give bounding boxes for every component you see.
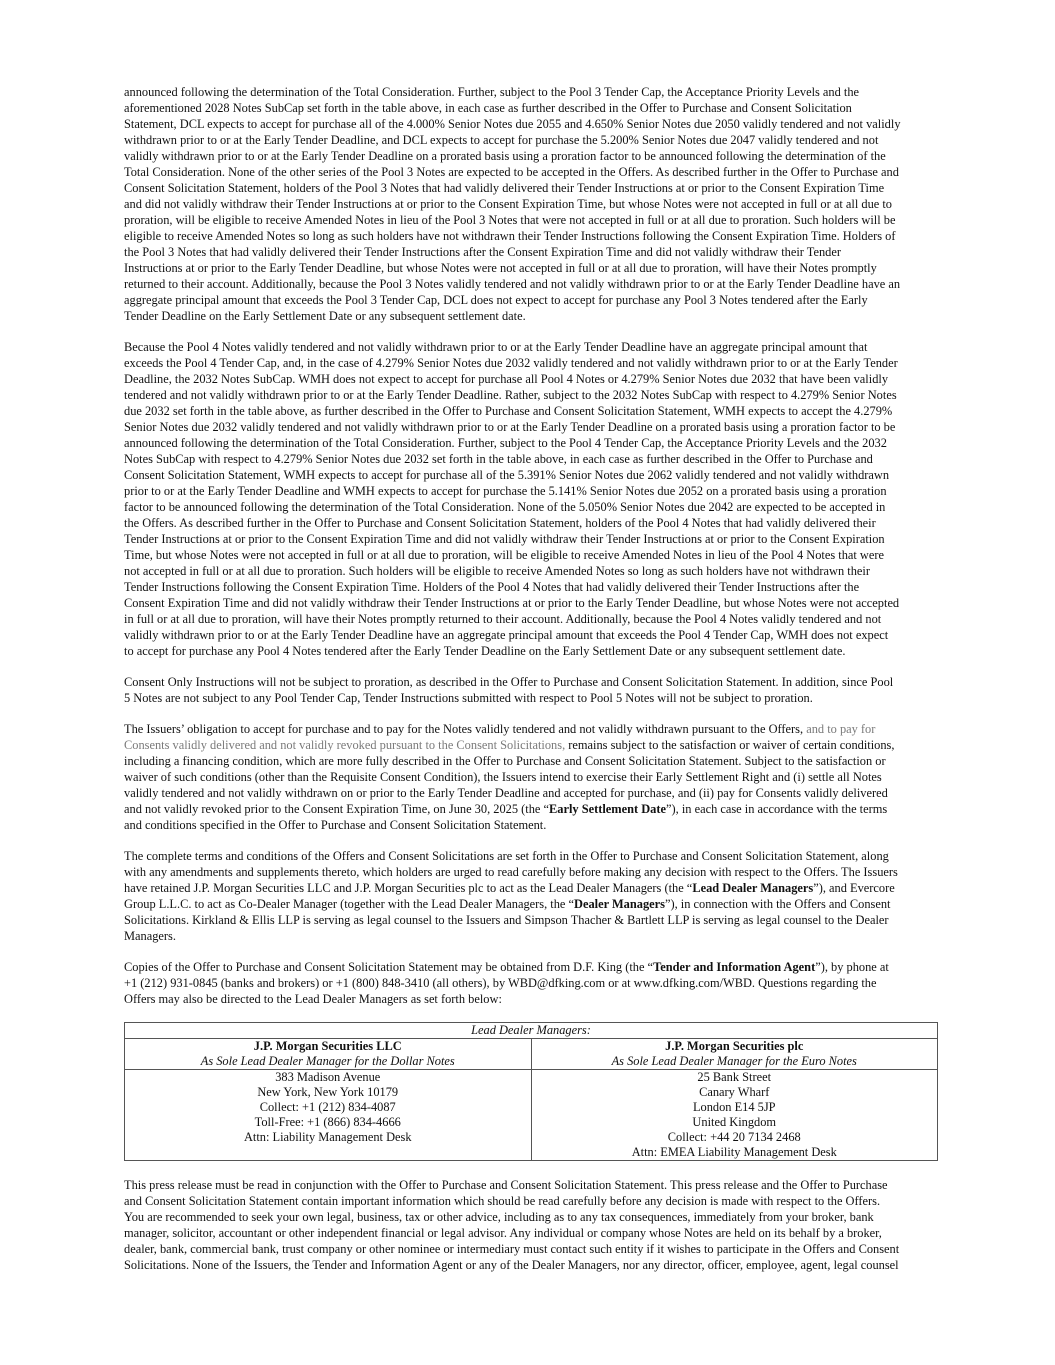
- body-text-after-table: [124, 1177, 944, 1273]
- paragraph: [124, 959, 944, 1007]
- lead-dealer-managers-table: [124, 1022, 938, 1161]
- left-manager-heading: [125, 1039, 532, 1070]
- right-manager-role: As Sole Lead Dealer Manager for the Euro Notes: [611, 1054, 857, 1068]
- text-line: Consent Solicitation Statement, WMH expects to accept for purchase all of the 5.391% Senior Notes due 2062 validly tendered and not validly withdrawn: [124, 468, 890, 482]
- text-line: Time, but whose Notes were not accepted in full or at all due to proration, will be eligible to receive Amended Notes in lieu of the Pool 4 Notes that were: [124, 548, 884, 562]
- text-segment: ”), and Evercore: [813, 881, 895, 895]
- address-line: London E14 5JP: [692, 1100, 776, 1114]
- left-manager-address: [125, 1070, 532, 1161]
- text-line: Instructions at or prior to the Early Tender Deadline, but whose Notes were not accepted in full or at all due to proration, will have their Notes promptly: [124, 261, 877, 275]
- text-line: Tender Instructions following the Consent Expiration Time. Holders of the Pool 4 Notes that had validly delivered their Tender Instructions after the: [124, 580, 860, 594]
- text-segment: and not validly revoked prior to the Consent Expiration Time, on June 30, 2025 (the “: [124, 802, 550, 816]
- text-segment: Group L.L.C. to act as Co-Dealer Manager (together with the Lead Dealer Managers, the “: [124, 897, 575, 911]
- document-page: [124, 84, 944, 1288]
- text-line: [124, 801, 944, 817]
- text-line: tendered and not validly withdrawn prior to or at the Early Tender Deadline. Rather, subject to the 2032 Notes SubCap with respect to 4.279% Senior Notes: [124, 388, 897, 402]
- text-line: returned to their account. Additionally, because the Pool 3 Notes validly tendered and not validly withdrawn prior to or at the Early Tender Deadline have an: [124, 277, 901, 291]
- text-segment: have retained J.P. Morgan Securities LLC and J.P. Morgan Securities plc to act as the Lead Dealer Managers (the “: [124, 881, 693, 895]
- text-line: aforementioned 2028 Notes SubCap set forth in the table above, in each case as further described in the Offer to Purchase and Consent Solicitation: [124, 101, 852, 115]
- text-segment: remains subject to the satisfaction or waiver of certain conditions,: [565, 738, 895, 752]
- text-line: [124, 880, 944, 896]
- text-line: Consent Only Instructions will not be subject to proration, as described in the Offer to Purchase and Consent Solicitation Statement. In addition, since Pool: [124, 675, 894, 689]
- text-line: Because the Pool 4 Notes validly tendered and not validly withdrawn prior to or at the Early Tender Deadline have an aggregate principal amount that: [124, 340, 868, 354]
- body-text-before-table: [124, 84, 944, 1007]
- bold-term: Early Settlement Date: [549, 802, 667, 816]
- text-line: and Consent Solicitation Statement contain important information which should be read carefully before any decision is made with respect to the Offers.: [124, 1194, 881, 1208]
- text-line: and did not validly withdraw their Tender Instructions at or prior to the Consent Expiration Time, but whose Notes were not accepted in full or at all due to: [124, 197, 892, 211]
- address-line: United Kingdom: [692, 1115, 777, 1129]
- text-line: Offers may also be directed to the Lead Dealer Managers as set forth below:: [124, 992, 502, 1006]
- address-line: New York, New York 10179: [257, 1085, 399, 1099]
- left-manager-role: As Sole Lead Dealer Manager for the Dollar Notes: [200, 1054, 455, 1068]
- text-segment: ”), in connection with the Offers and Consent: [664, 897, 891, 911]
- text-line: validly withdrawn prior to or at the Early Tender Deadline have an aggregate principal amount that exceeds the Pool 4 Tender Cap, WMH does not expect: [124, 628, 889, 642]
- text-line: eligible to receive Amended Notes so long as such holders have not withdrawn their Tender Instructions following the Consent Expiration Time. Holders of: [124, 229, 896, 243]
- text-line: validly withdrawn prior to or at the Early Tender Deadline on a prorated basis using a proration factor to be announced following the determination of the: [124, 149, 886, 163]
- text-line: Solicitations. None of the Issuers, the Tender and Information Agent or any of the Dealer Managers, nor any director, officer, employee, agent, legal counsel: [124, 1258, 899, 1272]
- text-line: Notes SubCap with respect to 4.279% Senior Notes due 2032 set forth in the table above, in each case as further described in the Offer to Purchase and: [124, 452, 873, 466]
- text-segment: The Issuers’ obligation to accept for purchase and to pay for the Notes validly tendered and not validly withdrawn pursuant to the Offers,: [124, 722, 807, 736]
- right-manager-name: J.P. Morgan Securities plc: [665, 1039, 804, 1053]
- address-line: Canary Wharf: [699, 1085, 770, 1099]
- text-line: [124, 737, 944, 753]
- text-line: prior to or at the Early Tender Deadline and WMH expects to accept for purchase the 5.141% Senior Notes due 2052 on a prorated basis using a proration: [124, 484, 887, 498]
- text-line: waiver of such conditions (other than the Requisite Consent Condition), the Issuers intend to exercise their Early Settlement Right and (i) settle all Notes: [124, 770, 882, 784]
- text-line: aggregate principal amount that exceeds the Pool 3 Tender Cap, DCL does not expect to accept for purchase any Pool 3 Notes tendered after the Early: [124, 293, 868, 307]
- text-line: Senior Notes due 2032 validly tendered and not validly withdrawn prior to or at the Early Tender Deadline on a prorated basis using a proration factor to be: [124, 420, 896, 434]
- text-line: in full or at all due to proration, will have their Notes promptly returned to their account. Additionally, because the Pool 4 Notes validly tendered and not: [124, 612, 882, 626]
- text-line: exceeds the Pool 4 Tender Cap, and, in the case of 4.279% Senior Notes due 2032 validly tendered and not validly withdrawn prior to or at the Early Tender: [124, 356, 898, 370]
- text-line: the Offers. As described further in the Offer to Purchase and Consent Solicitation Statement, holders of the Pool 4 Notes that had validly delivered their: [124, 516, 876, 530]
- text-line: dealer, bank, commercial bank, trust company or other nominee or intermediary must contact such entity if it wishes to participate in the Offers and Consent: [124, 1242, 900, 1256]
- bold-term: Tender and Information Agent: [653, 960, 816, 974]
- text-line: This press release must be read in conjunction with the Offer to Purchase and Consent Solicitation Statement. This press release and the Offer to Purchase: [124, 1178, 888, 1192]
- address-line: Collect: +44 20 7134 2468: [667, 1130, 801, 1144]
- text-line: Tender Instructions at or prior to the Consent Expiration Time and did not validly withdraw their Tender Instructions at or prior to the Consent Expiration: [124, 532, 885, 546]
- table-header: Lead Dealer Managers:: [125, 1023, 938, 1039]
- text-line: [124, 721, 944, 737]
- right-manager-address: [531, 1070, 938, 1161]
- text-line: The complete terms and conditions of the Offers and Consent Solicitations are set forth in the Offer to Purchase and Consent Solicitation Statement, along: [124, 849, 889, 863]
- address-line: 383 Madison Avenue: [275, 1070, 381, 1084]
- address-line: Collect: +1 (212) 834-4087: [259, 1100, 396, 1114]
- bold-term: Dealer Managers: [574, 897, 665, 911]
- gray-text: Consents validly delivered and not validly revoked pursuant to the Consent Solicitations,: [124, 738, 566, 752]
- text-line: the Pool 3 Notes that had validly delivered their Tender Instructions after the Consent Expiration Time and did not validly withdraw their Tender: [124, 245, 842, 259]
- text-line: due 2032 set forth in the table above, as further described in the Offer to Purchase and Consent Solicitation Statement, WMH expects to accept the 4.279%: [124, 404, 893, 418]
- address-line: Attn: EMEA Liability Management Desk: [631, 1145, 837, 1159]
- right-manager-heading: [531, 1039, 938, 1070]
- paragraph: [124, 1177, 944, 1273]
- text-line: Managers.: [124, 929, 176, 943]
- text-line: +1 (212) 931-0845 (banks and brokers) or +1 (800) 848-3410 (all others), by WBD@dfking.com or at www.dfking.com/WBD. Questions regarding the: [124, 976, 877, 990]
- text-line: Consent Solicitation Statement, holders of the Pool 3 Notes that had validly delivered their Tender Instructions at or prior to the Consent Expiration Time: [124, 181, 885, 195]
- text-line: Solicitations. Kirkland & Ellis LLP is serving as legal counsel to the Issuers and Simpson Thacher & Bartlett LLP is serving as legal counsel to the Dealer: [124, 913, 889, 927]
- text-line: Tender Deadline on the Early Settlement Date or any subsequent settlement date.: [124, 309, 526, 323]
- bold-term: Lead Dealer Managers: [692, 881, 814, 895]
- paragraph: [124, 674, 944, 706]
- text-line: with any amendments and supplements thereto, which holders are urged to read carefully before making any decision with respect to the Offers. The Issuers: [124, 865, 898, 879]
- address-line: Attn: Liability Management Desk: [243, 1130, 412, 1144]
- text-segment: ”), by phone at: [815, 960, 889, 974]
- text-line: withdrawn prior to or at the Early Tender Deadline, and DCL expects to accept for purchase the 5.200% Senior Notes due 2047 validly tendered and not: [124, 133, 879, 147]
- address-line: Toll-Free: +1 (866) 834-4666: [254, 1115, 401, 1129]
- text-line: including a financing condition, which are more fully described in the Offer to Purchase and Consent Solicitation Statement. Subject to the satisfaction or: [124, 754, 886, 768]
- text-line: announced following the determination of the Total Consideration. Further, subject to the Pool 4 Tender Cap, the Acceptance Priority Levels and the 2032: [124, 436, 887, 450]
- paragraph: [124, 339, 944, 659]
- text-segment: ”), in each case in accordance with the terms: [666, 802, 888, 816]
- left-manager-name: J.P. Morgan Securities LLC: [253, 1039, 402, 1053]
- text-segment: Copies of the Offer to Purchase and Consent Solicitation Statement may be obtained from D.F. King (the “: [124, 960, 654, 974]
- text-line: Statement, DCL expects to accept for purchase all of the 4.000% Senior Notes due 2055 and 4.650% Senior Notes due 2050 validly tendered and not validly: [124, 117, 901, 131]
- address-line: 25 Bank Street: [697, 1070, 772, 1084]
- paragraph: [124, 721, 944, 833]
- paragraph: [124, 84, 944, 324]
- text-line: Total Consideration. None of the other series of the Pool 3 Notes are expected to be accepted in the Offers. As described further in the Offer to Purchase and: [124, 165, 899, 179]
- text-line: manager, solicitor, accountant or other independent financial or legal advisor. Any individual or company whose Notes are held on its behalf by a broker,: [124, 1226, 882, 1240]
- text-line: You are recommended to seek your own legal, business, tax or other advice, including as to any tax consequences, immediately from your broker, bank: [124, 1210, 874, 1224]
- text-line: Deadline, the 2032 Notes SubCap. WMH does not expect to accept for purchase all Pool 4 Notes or 4.279% Senior Notes due 2032 that have been validly: [124, 372, 889, 386]
- text-line: to accept for purchase any Pool 4 Notes tendered after the Early Tender Deadline on the Early Settlement Date or any subsequent settlement date.: [124, 644, 846, 658]
- text-line: proration, will be eligible to receive Amended Notes in lieu of the Pool 3 Notes that were not accepted in full or at all due to proration. Such holders will be: [124, 213, 896, 227]
- text-line: [124, 896, 944, 912]
- text-line: and conditions specified in the Offer to Purchase and Consent Solicitation Statement.: [124, 818, 547, 832]
- text-line: factor to be announced following the determination of the Total Consideration. None of the 5.050% Senior Notes due 2042 are expected to be accepted in: [124, 500, 886, 514]
- text-line: announced following the determination of the Total Consideration. Further, subject to the Pool 3 Tender Cap, the Acceptance Priority Levels and the: [124, 85, 860, 99]
- text-line: 5 Notes are not subject to any Pool Tender Cap, Tender Instructions submitted with respect to Pool 5 Notes will not be subject to proration.: [124, 691, 813, 705]
- text-line: Consent Expiration Time and did not validly withdraw their Tender Instructions at or prior to the Early Tender Deadline, but whose Notes were not accepted: [124, 596, 900, 610]
- gray-text: and to pay for: [806, 722, 876, 736]
- paragraph: [124, 848, 944, 944]
- text-line: not accepted in full or at all due to proration. Such holders will be eligible to receive Amended Notes so long as such holders have not withdrawn their: [124, 564, 870, 578]
- text-line: validly tendered and not validly withdrawn on or prior to the Early Tender Deadline and accepted for purchase, and (ii) pay for Consents validly delivered: [124, 786, 888, 800]
- text-line: [124, 959, 944, 975]
